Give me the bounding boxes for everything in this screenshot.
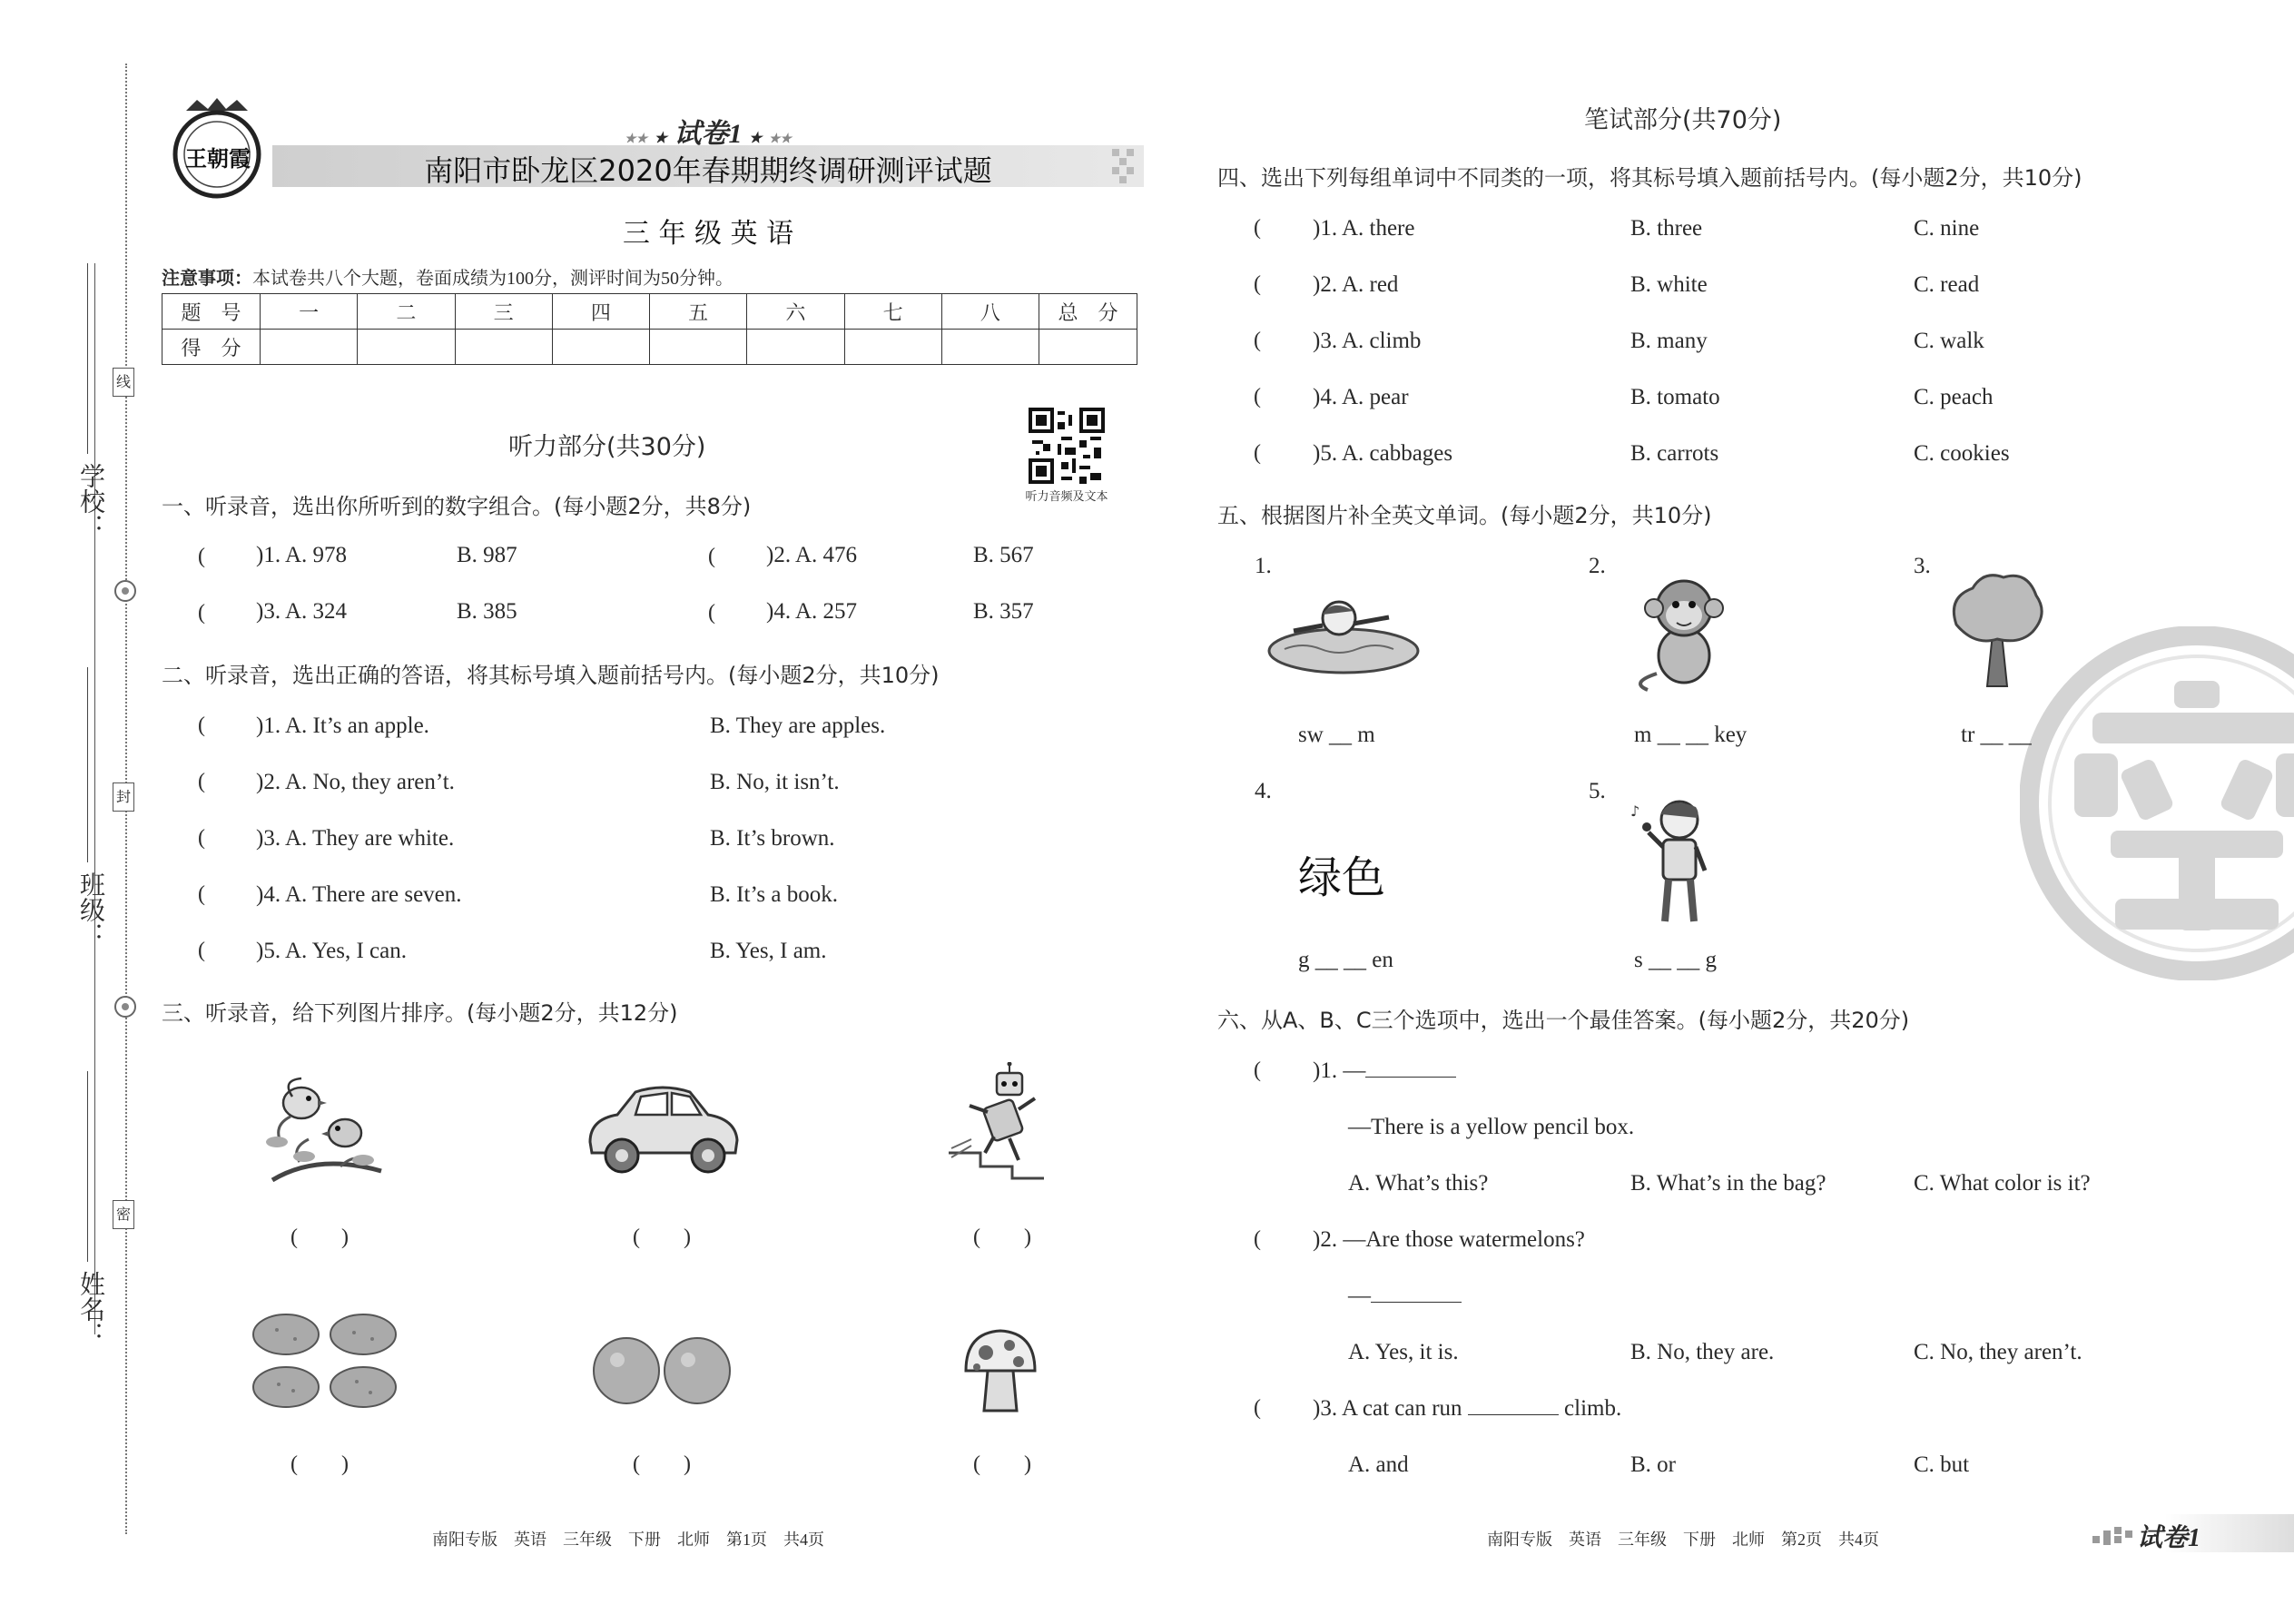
option-c: C. but [1914,1452,1970,1477]
option-b: B. It’s a book. [710,882,838,907]
word-blank[interactable]: sw __ m [1298,723,1375,747]
star-icon: ★ [654,131,667,146]
score-cell: 四 [552,294,649,330]
robot-climbing-picture [944,1062,1062,1180]
school-label: 学校： [76,463,106,539]
score-input-cell[interactable] [844,330,941,365]
order-paren[interactable]: ( ) [973,1225,1031,1249]
tree-picture [1947,570,2047,688]
exam-title: 南阳市卧龙区2020年春期期终调研测评试题 [424,153,992,188]
school-field[interactable] [87,263,88,454]
answer-paren[interactable]: ( [198,545,205,568]
word-blank[interactable]: s __ __ g [1634,948,1717,972]
seal-mark-line: 线 [113,368,134,397]
option-b: B. Yes, I am. [710,939,827,963]
option-b: B. tomato [1630,385,1720,409]
question-2-1: )1. A. It’s an apple. [256,714,429,738]
order-paren[interactable]: ( ) [633,1225,691,1249]
answer-paren[interactable]: ( [198,714,205,737]
section-1-title: 一、听录音，选出你所听到的数字组合。(每小题2分，共8分) [162,494,752,519]
option-c: C. peach [1914,385,1994,409]
score-input-cell[interactable] [650,330,747,365]
option-b: B. 987 [457,543,517,567]
answer-paren[interactable]: ( [1254,272,1261,296]
answer-paren[interactable]: ( [198,939,205,962]
option-b: B. It’s brown. [710,826,835,851]
order-paren[interactable]: ( ) [633,1452,691,1476]
question-1-2: )2. A. 476 [766,543,857,567]
option-b: B. or [1630,1452,1676,1477]
name-field[interactable] [87,1071,88,1262]
section-4-title: 四、选出下列每组单词中不同类的一项，将其标号填入题前括号内。(每小题2分，共10分) [1217,165,2082,191]
option-b: B. white [1630,272,1708,297]
score-cell: 三 [455,294,552,330]
green-character: 绿色 [1298,852,1386,903]
score-table-header-row [162,294,1137,330]
question-6-3: )3. A cat can run climb. [1313,1396,1622,1421]
answer-paren[interactable]: ( [1254,1227,1261,1251]
birds-on-branch-picture [254,1062,390,1189]
score-table-score-row [162,330,1137,365]
section-5-title: 五、根据图片补全英文单词。(每小题2分，共10分) [1217,503,1712,528]
watermark-seal [2020,626,2294,980]
score-input-cell[interactable] [941,330,1039,365]
footer-right: 南阳专版 英语 三年级 下册 北师 第2页 共4页 [1487,1530,1879,1549]
question-1-3: )3. A. 324 [256,599,347,624]
score-cell: 题 号 [162,294,261,330]
word-blank[interactable]: m __ __ key [1634,723,1748,747]
picture-number: 4. [1255,779,1272,803]
score-input-cell[interactable] [455,330,552,365]
notice: 注意事项：本试卷共八个大题，卷面成绩为100分，测评时间为50分钟。 [162,267,733,289]
seal-mark-seal: 封 [113,782,134,812]
option-a: A. and [1348,1452,1409,1477]
option-b: B. 567 [973,543,1034,567]
score-table [162,293,1137,365]
question-2-3: )3. A. They are white. [256,826,455,851]
binding-solid-line [94,263,95,1334]
name-label: 姓名： [76,1271,106,1347]
option-b: B. 357 [973,599,1034,624]
written-title: 笔试部分(共70分) [1584,106,1782,134]
picture-number: 5. [1589,779,1606,803]
answer-paren[interactable]: ( [1254,216,1261,240]
order-paren[interactable]: ( ) [290,1225,349,1249]
footer-left: 南阳专版 英语 三年级 下册 北师 第1页 共4页 [432,1530,824,1549]
class-label: 班级： [76,871,106,948]
option-a: A. What’s this? [1348,1171,1489,1196]
score-input-cell[interactable] [552,330,649,365]
score-cell: 五 [650,294,747,330]
qr-caption: 听力音频及文本 [1025,489,1108,503]
question-4-5: )5. A. cabbages [1313,441,1453,466]
answer-paren[interactable]: ( [1254,1396,1261,1420]
score-input-cell[interactable] [261,330,358,365]
qr-code-icon[interactable] [1029,408,1105,484]
monkey-picture [1634,574,1734,692]
question-4-2: )2. A. red [1313,272,1399,297]
question-6-2: )2. —Are those watermelons? [1313,1227,1585,1252]
score-cell: 七 [844,294,941,330]
question-4-3: )3. A. climb [1313,329,1422,353]
svg-text:♪: ♪ [1630,802,1640,820]
answer-blank[interactable] [1365,1077,1456,1078]
mushroom-picture [962,1325,1039,1416]
corner-paper-label: 试卷1 [2137,1524,2201,1552]
option-b: B. many [1630,329,1708,353]
section-3-title: 三、听录音，给下列图片排序。(每小题2分，共12分) [162,1000,678,1026]
option-b: B. No, they are. [1630,1340,1775,1364]
subject-title: 三 年 级 英 语 [622,218,794,250]
score-cell: 六 [747,294,844,330]
answer-paren[interactable]: ( [708,545,715,568]
score-cell: 二 [358,294,455,330]
option-c: C. nine [1914,216,1980,241]
car-picture [581,1069,744,1178]
answer-paren[interactable]: ( [708,601,715,625]
oranges-picture [590,1334,735,1407]
corner-squares-icon [2092,1525,2132,1545]
answer-paren[interactable]: ( [198,770,205,793]
singing-boy-picture [1627,794,1718,930]
answer-blank[interactable] [1371,1302,1462,1303]
logo-text: 王朝霞 [185,148,251,172]
binding-circle-icon [113,578,138,604]
option-c: C. read [1914,272,1980,297]
option-c: C. walk [1914,329,1984,353]
score-input-cell[interactable] [358,330,455,365]
star-icon: ★★ [768,133,792,146]
paper-label: ★★ ★ 试卷1 ★ ★★ [625,119,792,149]
question-6-2-response: — [1348,1284,1462,1309]
question-6-1-response: —There is a yellow pencil box. [1348,1115,1635,1139]
option-b: B. carrots [1630,441,1719,466]
listening-title: 听力部分(共30分) [508,433,706,461]
score-cell: 一 [261,294,358,330]
question-6-1: )1. — [1313,1058,1456,1084]
answer-blank[interactable] [1468,1414,1559,1415]
question-1-1: )1. A. 978 [256,543,347,567]
option-a: A. Yes, it is. [1348,1340,1459,1364]
score-input-cell[interactable] [747,330,844,365]
binding-circle-icon [113,994,138,1019]
option-c: C. cookies [1914,441,2010,466]
question-4-1: )1. A. there [1313,216,1415,241]
word-blank[interactable]: g __ __ en [1298,948,1393,972]
star-icon: ★ [749,131,763,146]
picture-number: 2. [1589,554,1606,578]
word-blank[interactable]: tr __ __ [1961,723,2032,747]
answer-paren[interactable]: ( [1254,1058,1261,1082]
option-b: B. No, it isn’t. [710,770,840,794]
class-field[interactable] [87,667,88,862]
picture-number: 3. [1914,554,1931,578]
score-cell: 总 分 [1039,294,1137,330]
swimming-boy-picture [1266,595,1421,676]
answer-paren[interactable]: ( [198,826,205,850]
score-cell: 得 分 [162,330,261,365]
question-2-4: )4. A. There are seven. [256,882,462,907]
question-1-4: )4. A. 257 [766,599,857,624]
star-icon: ★★ [625,133,648,146]
answer-paren[interactable]: ( [198,882,205,906]
question-2-5: )5. A. Yes, I can. [256,939,407,963]
option-b: B. 385 [457,599,517,624]
potatoes-picture [250,1307,404,1416]
section-6-title: 六、从A、B、C三个选项中，选出一个最佳答案。(每小题2分，共20分) [1217,1008,1910,1033]
order-paren[interactable]: ( ) [973,1452,1031,1476]
question-4-4: )4. A. pear [1313,385,1409,409]
answer-paren[interactable]: ( [1254,385,1261,408]
option-b: B. They are apples. [710,714,886,738]
option-b: B. What’s in the bag? [1630,1171,1826,1196]
score-cell: 八 [941,294,1039,330]
option-b: B. three [1630,216,1703,241]
order-paren[interactable]: ( ) [290,1452,349,1476]
score-input-cell[interactable] [1039,330,1137,365]
question-2-2: )2. A. No, they aren’t. [256,770,455,794]
picture-number: 1. [1255,554,1272,578]
section-2-title: 二、听录音，选出正确的答语，将其标号填入题前括号内。(每小题2分，共10分) [162,663,940,688]
answer-paren[interactable]: ( [1254,441,1261,465]
option-c: C. No, they aren’t. [1914,1340,2082,1364]
answer-paren[interactable]: ( [198,601,205,625]
option-c: C. What color is it? [1914,1171,2091,1196]
seal-mark-secret: 密 [113,1200,134,1229]
answer-paren[interactable]: ( [1254,329,1261,352]
